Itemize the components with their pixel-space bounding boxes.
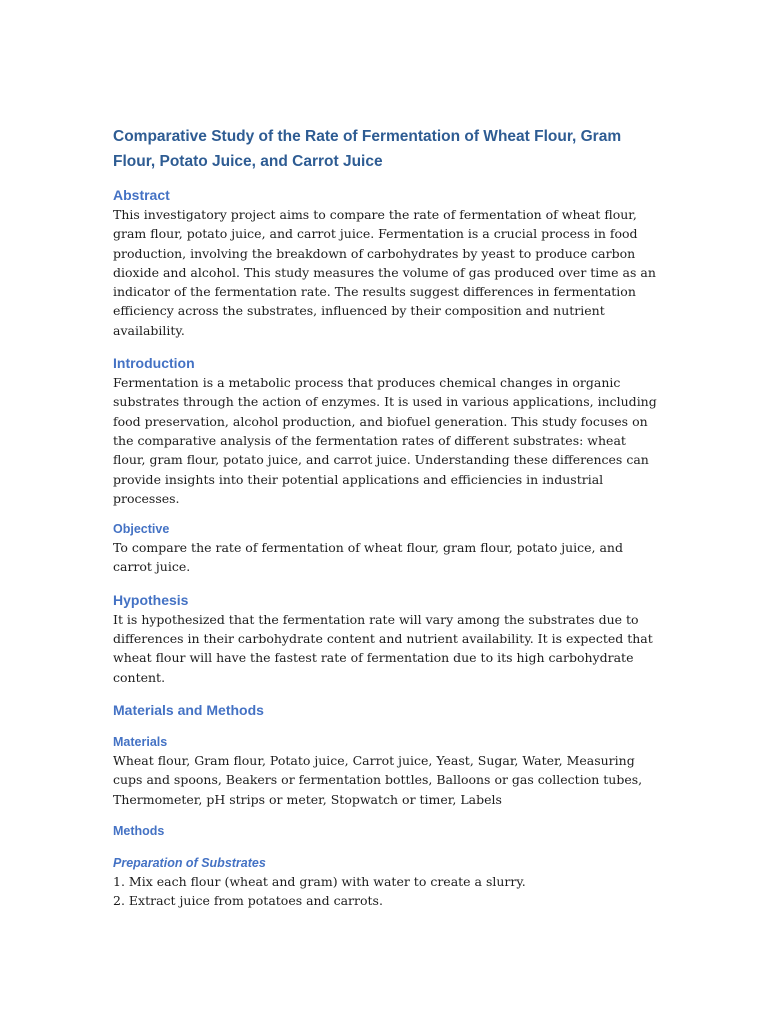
section-heading-materials-and-methods: Materials and Methods [113,701,264,718]
subsection-heading-methods: Methods [113,823,165,838]
section-heading-introduction: Introduction [113,355,195,372]
section-heading-hypothesis: Hypothesis [113,591,189,608]
document-title: Comparative Study of the Rate of Fermentation of Wheat Flour, Gram Flour, Potato Juice, and Carrot Juice [113,128,622,170]
materials-paragraph: Wheat flour, Gram flour, Potato juice, Carrot juice, Yeast, Sugar, Water, Measuring cups and spoons, Beakers or fermentation bottles, Balloons or gas collection tubes, Thermometer, pH strips or meter, Stopwatch or timer, Labels [113,752,643,807]
subsection-heading-materials: Materials [113,734,168,749]
section-heading-objective: Objective [113,522,170,537]
subsubsection-heading-preparation: Preparation of Substrates [113,855,266,870]
list-item: 2. Extract juice from potatoes and carrots. [113,893,383,909]
preparation-steps-list [113,872,658,911]
objective-paragraph: To compare the rate of fermentation of wheat flour, gram flour, potato juice, and carrot juice. [113,540,623,575]
list-item: 1. Mix each flour (wheat and gram) with water to create a slurry. [113,873,526,889]
introduction-paragraph: Fermentation is a metabolic process that produces chemical changes in organic substrates through the action of enzymes. It is used in various applications, including food preservation, alcohol production, and biofuel generation. This study focuses on the comparative analysis of the fermentation rates of different substrates: wheat flour, gram flour, potato juice, and carrot juice. Understanding these differences can provide insights into their potential applications and efficiencies in industrial processes. [113,375,657,506]
section-heading-abstract: Abstract [113,187,170,203]
abstract-paragraph: This investigatory project aims to compare the rate of fermentation of wheat flour, gram flour, potato juice, and carrot juice. Fermentation is a crucial process in food production, involving the breakdown of carbohydrates by yeast to produce carbon dioxide and alcohol. This study measures the volume of gas produced over time as an indicator of the fermentation rate. The results suggest differences in fermentation efficiency across the substrates, influenced by their composition and nutrient availability. [113,207,656,338]
document-body [113,124,658,910]
hypothesis-paragraph: It is hypothesized that the fermentation rate will vary among the substrates due to differences in their carbohydrate content and nutrient availability. It is expected that wheat flour will have the fastest rate of fermentation due to its high carbohydrate content. [113,611,653,685]
